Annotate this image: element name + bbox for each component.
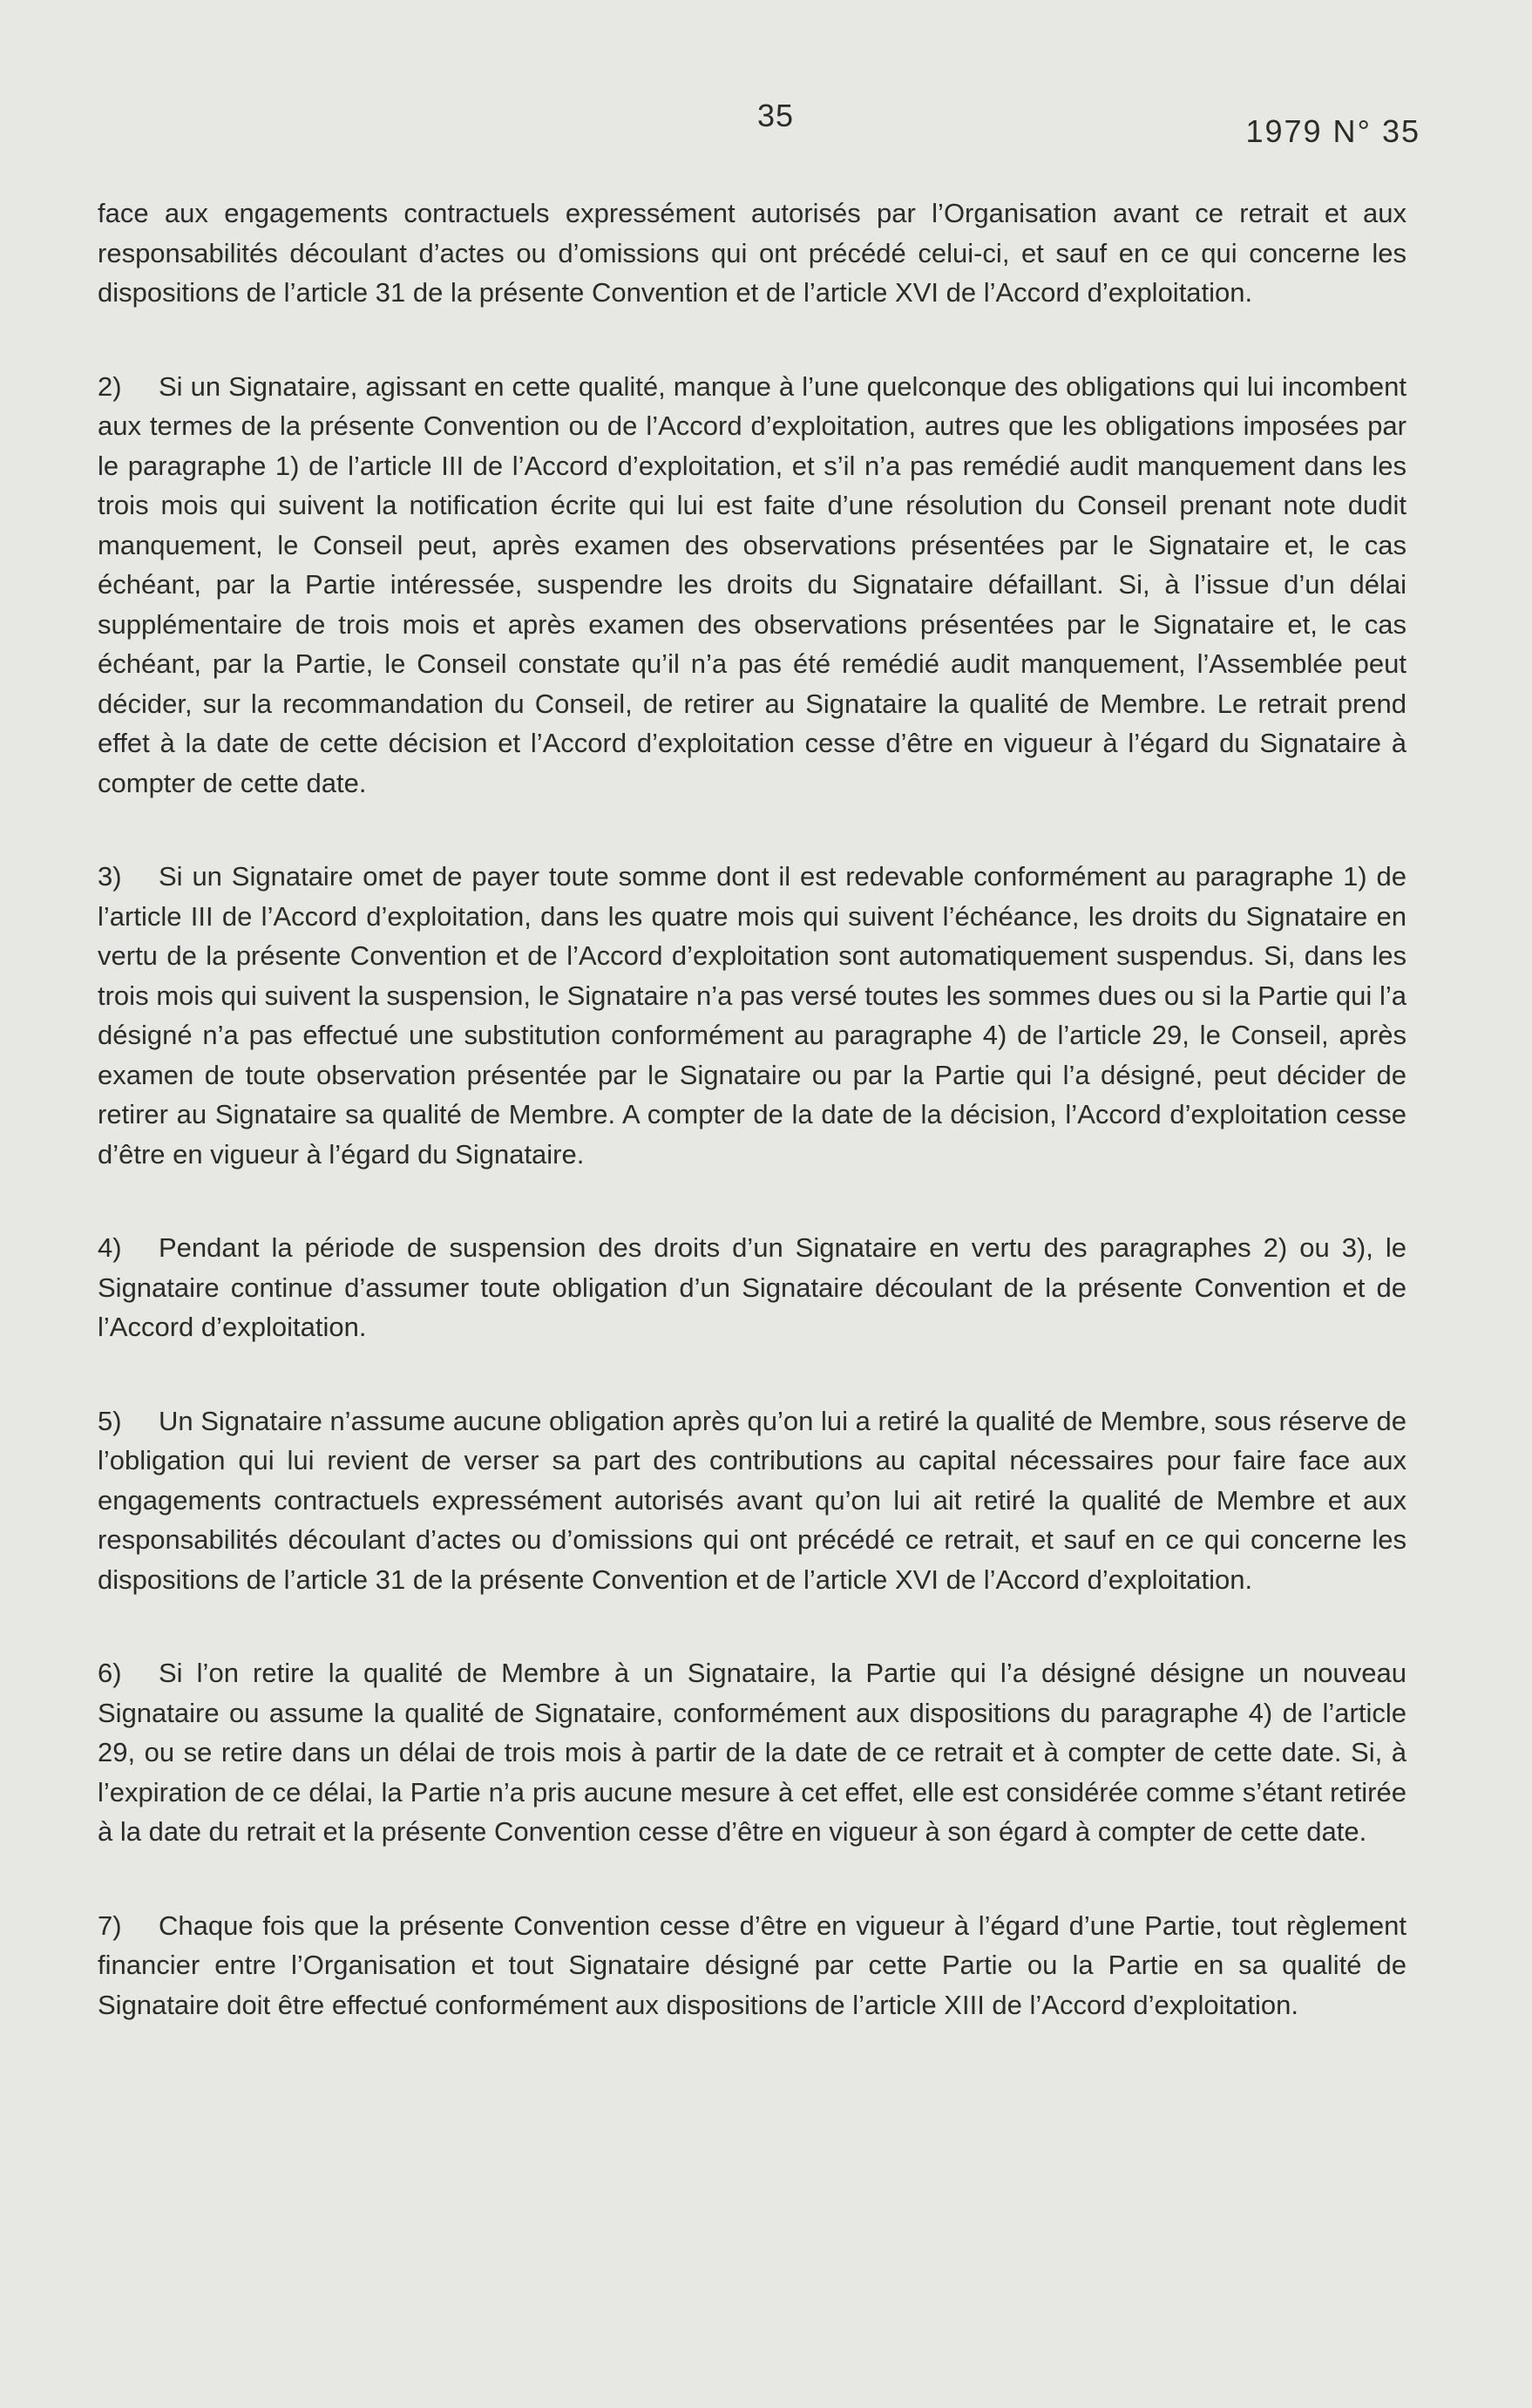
paragraph-number: 6) (98, 1658, 122, 1688)
paragraph-3 (98, 857, 1407, 1174)
document-reference: 1979 N° 35 (1245, 113, 1420, 149)
paragraph-number: 7) (98, 1909, 122, 1941)
paragraph-number: 4) (98, 1232, 122, 1263)
document-body (98, 193, 1407, 2025)
paragraph-continuation (98, 193, 1407, 313)
paragraph-7 (98, 1906, 1407, 2025)
paragraph-number: 2) (98, 370, 122, 402)
paragraph-text: Un Signataire n’assume aucune obligation après qu’on lui a retiré la qualité de Membre, sous réserve de l’obligation qui lui revient de verser sa part des contributions au capital nécessaires pour faire face aux engagements contractuels expressément autorisés avant qu’on lui ait retiré la qualité de Membre et aux responsabilités découlant d’actes ou d’omissions qui ont précédé ce retrait, et sauf en ce qui concerne les dispositions de l’article 31 de la présente Convention et de l’article XVI de l’Accord d’exploitation. (98, 1405, 1407, 1595)
paragraph-text: face aux engagements contractuels expressément autorisés par l’Organisation avant ce retrait et aux responsabilités découlant d’actes ou d’omissions qui ont précédé celui-ci, et sauf en ce qui concerne les dispositions de l’article 31 de la présente Convention et de l’article XVI de l’Accord d’exploitation. (98, 198, 1407, 308)
paragraph-text: Pendant la période de suspension des droits d’un Signataire en vertu des paragraphes 2) ou 3), le Signataire continue d’assumer toute obligation d’un Signataire découlant de la présente Convention et de l’Accord d’exploitation. (98, 1232, 1407, 1342)
paragraph-2 (98, 367, 1407, 804)
paragraph-text: Si un Signataire omet de payer toute somme dont il est redevable conformément au paragraphe 1) de l’article III de l’Accord d’exploitation, dans les quatre mois qui suivent l’échéance, les droits du Signataire en vertu de la présente Convention et de l’Accord d’exploitation sont automatiquement suspendus. Si, dans les trois mois qui suivent la suspension, le Signataire n’a pas versé toutes les sommes dues ou si la Partie qui l’a désigné n’a pas effectué une substitution conformément au paragraphe 4) de l’article 29, le Conseil, après examen de toute observation présentée par le Signataire ou par la Partie qui l’a désigné, peut décider de retirer au Signataire sa qualité de Membre. A compter de la date de la décision, l’Accord d’exploitation cesse d’être en vigueur à l’égard du Signataire. (98, 861, 1407, 1170)
paragraph-5 (98, 1401, 1407, 1600)
paragraph-text: Si un Signataire, agissant en cette qualité, manque à l’une quelconque des obligations qui lui incombent aux termes de la présente Convention ou de l’Accord d’exploitation, autres que les obligations imposées par le paragraphe 1) de l’article III de l’Accord d’exploitation, et s’il n’a pas remédié audit manquement dans les trois mois qui suivent la notification écrite qui lui est faite d’une résolution du Conseil prenant note dudit manquement, le Conseil peut, après examen des observations présentées par le Signataire et, le cas échéant, par la Partie intéressée, suspendre les droits du Signataire défaillant. Si, à l’issue d’un délai supplémentaire de trois mois et après examen des observations présentées par le Signataire et, le cas échéant, par la Partie, le Conseil constate qu’il n’a pas été remédié audit manquement, l’Assemblée peut décider, sur la recommandation du Conseil, de retirer au Signataire la qualité de Membre. Le retrait prend effet à la date de cette décision et l’Accord d’exploitation cesse d’être en vigueur à l’égard du Signataire à compter de cette date. (98, 370, 1407, 798)
paragraph-text: Chaque fois que la présente Convention cesse d’être en vigueur à l’égard d’une Partie, tout règlement financier entre l’Organisation et tout Signataire désigné par cette Partie ou la Partie en sa qualité de Signataire doit être effectué conformément aux dispositions de l’article XIII de l’Accord d’exploitation. (98, 1909, 1407, 2020)
paragraph-number: 3) (98, 861, 122, 892)
page-number: 35 (756, 98, 795, 133)
paragraph-4 (98, 1228, 1407, 1347)
paragraph-6 (98, 1653, 1407, 1852)
paragraph-text: Si l’on retire la qualité de Membre à un Signataire, la Partie qui l’a désigné désigne un nouveau Signataire ou assume la qualité de Signataire, conformément aux dispositions du paragraphe 4) de l’article 29, ou se retire dans un délai de trois mois à partir de la date de ce retrait et à compter de cette date. Si, à l’expiration de ce délai, la Partie n’a pris aucune mesure à cet effet, elle est considérée comme s’étant retirée à la date du retrait et la présente Convention cesse d’être en vigueur à son égard à compter de cette date. (98, 1658, 1407, 1847)
paragraph-number: 5) (98, 1405, 122, 1436)
